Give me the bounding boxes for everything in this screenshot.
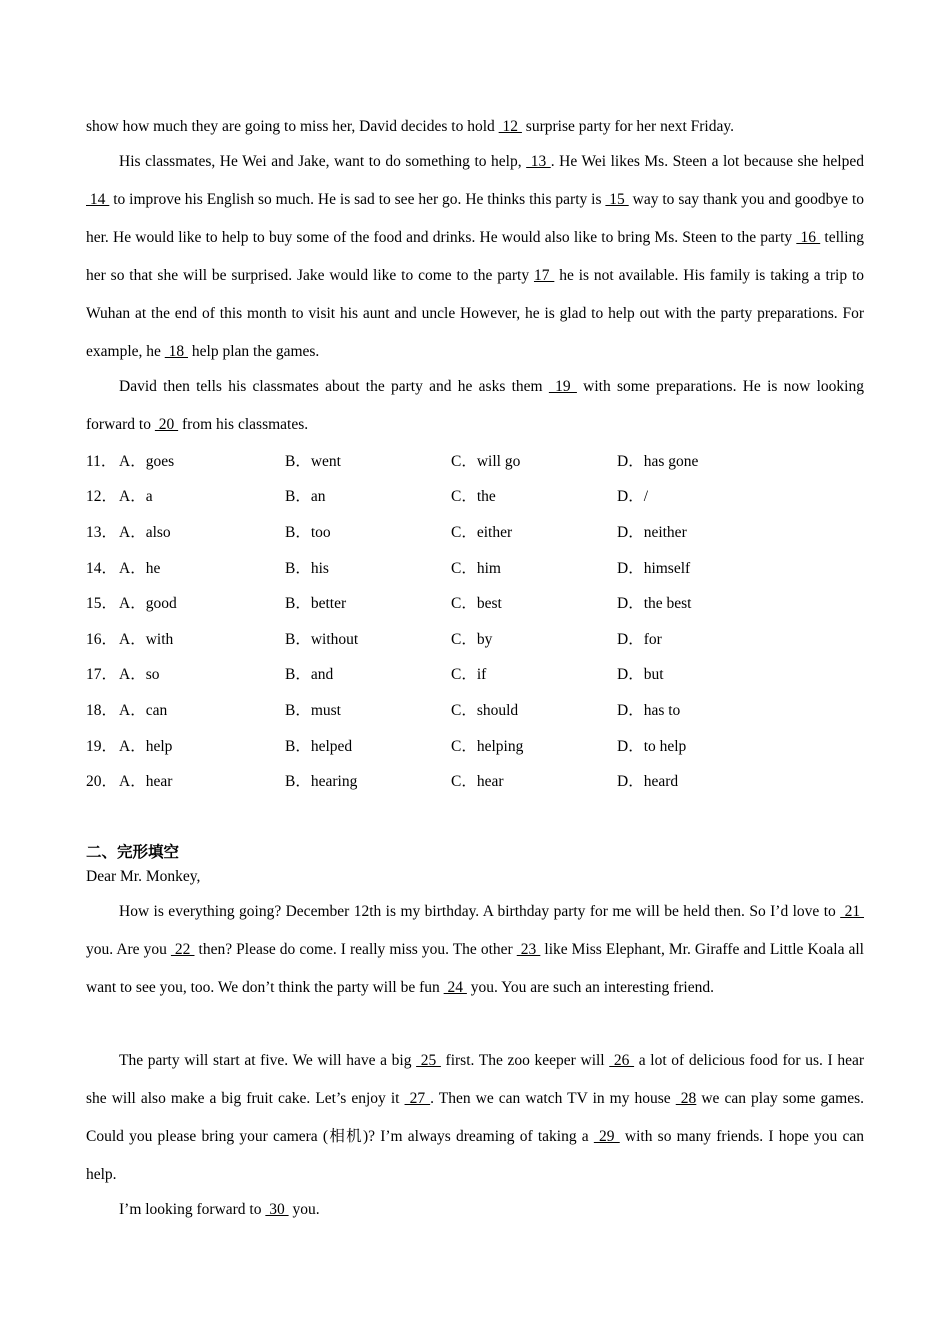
blank-25: 25 bbox=[416, 1052, 441, 1069]
text: with so many friends. I hope you can help. bbox=[86, 1128, 864, 1183]
option-d[interactable]: D．has to bbox=[617, 701, 681, 719]
text: His classmates, He Wei and Jake, want to do something to help, bbox=[119, 153, 527, 170]
option-b[interactable]: B．without bbox=[285, 630, 359, 648]
option-c[interactable]: C．if bbox=[451, 666, 487, 684]
question-row bbox=[86, 656, 864, 692]
text: you. You are such an interesting friend. bbox=[466, 979, 714, 996]
text: I’m looking forward to bbox=[119, 1201, 266, 1218]
option-a[interactable]: A．so bbox=[119, 666, 160, 684]
passage-2-p1 bbox=[86, 893, 864, 1007]
option-a[interactable]: A．a bbox=[119, 488, 153, 506]
question-row bbox=[86, 620, 864, 656]
option-a[interactable]: A．with bbox=[119, 630, 174, 648]
option-d[interactable]: D．for bbox=[617, 630, 662, 648]
paragraph bbox=[86, 1191, 864, 1229]
text: then? Please do come. I really miss you. The other bbox=[194, 941, 517, 958]
paragraph bbox=[86, 368, 864, 444]
option-c[interactable]: C．should bbox=[451, 701, 519, 719]
options-table bbox=[86, 442, 864, 798]
question-number: 12． bbox=[86, 488, 118, 506]
option-d[interactable]: D．to help bbox=[617, 737, 687, 755]
text: show how much they are going to miss her, David decides to hold bbox=[86, 118, 499, 135]
option-b[interactable]: B．too bbox=[285, 523, 331, 541]
question-row bbox=[86, 691, 864, 727]
question-number: 15． bbox=[86, 595, 118, 613]
text: way to say thank you and goodbye to her. He would like to help to buy some of the food and drinks. He would also like to bring Ms. Steen to the party bbox=[86, 191, 865, 246]
option-b[interactable]: B．better bbox=[285, 595, 347, 613]
blank-21: 21 bbox=[840, 903, 864, 920]
question-row bbox=[86, 762, 864, 798]
question-row bbox=[86, 727, 864, 763]
text: from his classmates. bbox=[178, 416, 309, 433]
text: surprise party for her next Friday. bbox=[521, 118, 734, 135]
option-d[interactable]: D．himself bbox=[617, 559, 691, 577]
question-row bbox=[86, 513, 864, 549]
option-b[interactable]: B．hearing bbox=[285, 773, 358, 791]
blank-20: 20 bbox=[154, 416, 179, 433]
text: with some preparations. He is now looking forward to bbox=[86, 378, 864, 433]
text: a lot of delicious food for us. I hear she will also make a big fruit cake. Let’s enjoy it bbox=[86, 1052, 865, 1107]
section-title: 二、完形填空 bbox=[86, 843, 180, 861]
blank-22: 22 bbox=[170, 941, 195, 958]
blank-17: 17 bbox=[533, 267, 555, 284]
text: David then tells his classmates about the party and he asks them bbox=[119, 378, 549, 395]
blank-13: 13 bbox=[526, 153, 551, 170]
question-number: 16． bbox=[86, 630, 118, 648]
text: like Miss Elephant, Mr. Giraffe and Little Koala all want to see you, too. We don’t think the party will be fun bbox=[86, 941, 864, 996]
text: he is not available. His family is taking a trip to Wuhan at the end of this month to visit his aunt and uncle However, he is glad to help out with the party preparations. For example, he bbox=[86, 267, 865, 360]
option-a[interactable]: A．hear bbox=[119, 773, 173, 791]
option-c[interactable]: C．hear bbox=[451, 773, 504, 791]
question-number: 13． bbox=[86, 523, 118, 541]
question-row bbox=[86, 549, 864, 585]
option-c[interactable]: C．best bbox=[451, 595, 502, 613]
blank-16: 16 bbox=[796, 229, 821, 246]
blank-27: 27 bbox=[404, 1090, 431, 1107]
passage-2-p2 bbox=[86, 1042, 864, 1194]
option-d[interactable]: D．/ bbox=[617, 488, 649, 506]
option-b[interactable]: B．must bbox=[285, 701, 341, 719]
option-a[interactable]: A．help bbox=[119, 737, 173, 755]
option-c[interactable]: C．him bbox=[451, 559, 501, 577]
blank-14: 14 bbox=[86, 191, 110, 208]
question-row bbox=[86, 442, 864, 478]
blank-18: 18 bbox=[164, 343, 189, 360]
text: we can play some games. Could you please bring your camera (相机)? I’m always dreaming of taking a bbox=[86, 1090, 865, 1145]
blank-30: 30 bbox=[265, 1201, 289, 1218]
option-b[interactable]: B．went bbox=[285, 452, 341, 470]
option-d[interactable]: D．but bbox=[617, 666, 664, 684]
blank-15: 15 bbox=[605, 191, 629, 208]
text: help plan the games. bbox=[188, 343, 320, 360]
paragraph bbox=[86, 108, 864, 146]
paragraph bbox=[86, 143, 864, 371]
option-b[interactable]: B．an bbox=[285, 488, 326, 506]
passage-1-body bbox=[86, 143, 864, 371]
option-d[interactable]: D．has gone bbox=[617, 452, 699, 470]
question-number: 20． bbox=[86, 773, 118, 791]
option-a[interactable]: A．he bbox=[119, 559, 161, 577]
option-a[interactable]: A．goes bbox=[119, 452, 175, 470]
greeting: Dear Mr. Monkey, bbox=[86, 868, 201, 885]
blank-23: 23 bbox=[516, 941, 541, 958]
blank-26: 26 bbox=[609, 1052, 635, 1069]
text: you. bbox=[288, 1201, 320, 1218]
text: The party will start at five. We will have a big bbox=[119, 1052, 417, 1069]
question-number: 18． bbox=[86, 701, 118, 719]
text: How is everything going? December 12th is my birthday. A birthday party for me will be held then. So I’d love to bbox=[119, 903, 841, 920]
paragraph bbox=[86, 893, 864, 1007]
text: . He Wei likes Ms. Steen a lot because she helped bbox=[550, 153, 864, 170]
question-number: 19． bbox=[86, 737, 118, 755]
option-a[interactable]: A．can bbox=[119, 701, 168, 719]
text: you. Are you bbox=[86, 941, 171, 958]
option-c[interactable]: C．either bbox=[451, 523, 513, 541]
text: . Then we can watch TV in my house bbox=[430, 1090, 676, 1107]
option-b[interactable]: B．and bbox=[285, 666, 334, 684]
blank-19: 19 bbox=[548, 378, 577, 395]
passage-1-end bbox=[86, 368, 864, 444]
option-c[interactable]: C．will go bbox=[451, 452, 521, 470]
option-a[interactable]: A．good bbox=[119, 595, 177, 613]
option-d[interactable]: D．heard bbox=[617, 773, 679, 791]
text: first. The zoo keeper will bbox=[440, 1052, 610, 1069]
option-a[interactable]: A．also bbox=[119, 523, 171, 541]
option-c[interactable]: C．the bbox=[451, 488, 496, 506]
question-row bbox=[86, 584, 864, 620]
blank-29: 29 bbox=[593, 1128, 620, 1145]
passage-2-p3 bbox=[86, 1191, 864, 1229]
option-d[interactable]: D．neither bbox=[617, 523, 687, 541]
option-d[interactable]: D．the best bbox=[617, 595, 692, 613]
paragraph bbox=[86, 1042, 864, 1194]
question-number: 17． bbox=[86, 666, 118, 684]
question-row bbox=[86, 478, 864, 514]
text: to improve his English so much. He is sad to see her go. He thinks this party is bbox=[109, 191, 606, 208]
blank-12: 12 bbox=[498, 118, 522, 135]
question-number: 11． bbox=[86, 452, 117, 470]
passage-2-greeting bbox=[86, 862, 864, 892]
option-b[interactable]: B．his bbox=[285, 559, 329, 577]
question-number: 14． bbox=[86, 559, 118, 577]
option-b[interactable]: B．helped bbox=[285, 737, 353, 755]
blank-28: 28 bbox=[675, 1090, 697, 1107]
text: telling her so that she will be surprised. Jake would like to come to the party bbox=[86, 229, 864, 284]
option-c[interactable]: C．by bbox=[451, 630, 493, 648]
blank-24: 24 bbox=[443, 979, 467, 996]
passage-1 bbox=[86, 108, 864, 146]
option-c[interactable]: C．helping bbox=[451, 737, 524, 755]
